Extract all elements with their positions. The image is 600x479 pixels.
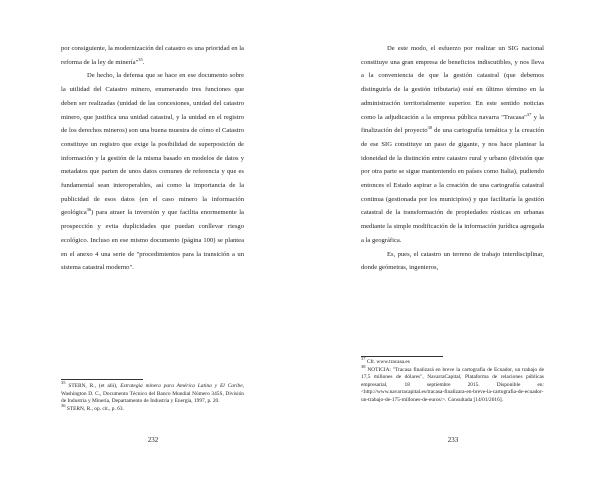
text-run: De hecho, la defensa que se hace en ese documento sobre la utilidad del Catastro minero, enumerando tres funciones que deben ser realizadas (unidad de las concesiones, unidad del catastro minero, que justifica una unidad catastral, y la unidad en el registro de los derechos mineros) son una buena muestra de cómo el Catastro constituye un registro que exige la posibilidad de superposición de información y la gestión de la misma basado en modelos de datos y metadatos que parten de unos datos comunes de referencia y que es fundamental sean interoperables, así como la importancia de la publicidad de esos datos (en el caso minero la información geológica [61, 72, 244, 217]
text-run: STERN, R., op. cit., p. 63. [65, 405, 124, 412]
footnote-marker: 37 [361, 356, 366, 362]
text-run: STERN, R., (et alii), [65, 383, 121, 389]
text-run: . [142, 58, 145, 66]
text-run: y la finalización del proyecto [361, 113, 544, 135]
right-footnotes [361, 356, 544, 405]
right-page-number: 233 [447, 436, 459, 444]
paragraph [61, 42, 244, 69]
text-run: De este modo, el esfuerzo por realizar un SIG nacional constituye una gran empresa de beneficios indiscutibles, y nos lleva a la conveniencia de que la gestión catastral (que debemos distinguirla de la gestión tributaria) esté en último término en la administración territorialmente superior. En este sentido noticias como la adjudicación a la empresa pública navarra "Tracasa" [361, 45, 544, 121]
footnote [361, 363, 544, 405]
left-footnotes [61, 380, 244, 413]
paragraph [61, 69, 244, 275]
footnote [61, 402, 244, 414]
text-run: ) para atraer la inversión y que facilita enormemente la prospección y evita duplicidades que puedan conllevar riesgo ecológico. Incluso en ese mismo documento (página 100) se plantea en el anexo 4 una serie de "procedimientos para la transición a un sistema catastral moderno". [61, 209, 244, 272]
text-run: por consiguiente, la modernización del catastro es una prioridad en la reforma de la ley de minería" [61, 45, 244, 66]
left-footnote-rule [61, 379, 143, 380]
footnote-marker: 36 [86, 207, 92, 213]
footnote-marker: 35 [138, 56, 143, 62]
text-run: Es, pues, el catastro un terreno de trabajo interdisciplinar, donde geómetras, ingenieros, [361, 250, 544, 272]
footnote-marker: 37 [526, 111, 532, 117]
left-body-text [61, 42, 244, 275]
footnote [361, 356, 544, 367]
italic-title: Estrategia minera para América Latina y El Caribe [120, 383, 243, 389]
right-body-text [361, 42, 544, 275]
text-run: de una cartografía temática y la creación de ese SIG constituye un paso de gigante, y nos hace plantear la idoneidad de la distinción entre catastro rural y urbano (división que por otra parte se sigue manteniendo en países como Italia), pudiendo entonces el Estado aspirar a la creación de una cartografía catastral continua (gestionada por los municipios) y que facilitaría la gestión catastral de la transformación de propiedades rústicas en urbanas mediante la simple modificación de la información jurídica agregada a la geográfica. [361, 127, 544, 244]
footnote-marker: 38 [361, 363, 366, 369]
footnote-marker: 36 [61, 402, 66, 408]
right-footnote-rule [361, 356, 443, 357]
text-run: NOTICIA: "Tracasa finalizará en breve la cartografía de Ecuador, un trabajo de 17,5 millones de dólares", NavarraCapital, Plataforma de relaciones públicas empresarial, 18 septiembre 2015. Disponible en: <http://www.navarracapital.es/tracasa-finalizara-en-breve-la-cartografia-de-ecuador-un-trabajo-de-175-millones-de-euros/>. Consultada [14/01/2016]. [361, 366, 544, 403]
footnote-marker: 38 [427, 125, 433, 131]
footnote [61, 380, 244, 406]
left-page-number: 232 [147, 436, 159, 444]
text-run: , Washington D. C., Documento Técnico del Banco Mundial Número 345S, División de Industria y Minería, Departamento de Industria y Energía, 1997, p. 20. [61, 383, 244, 405]
footnote-marker: 35 [61, 380, 66, 386]
paragraph [361, 42, 544, 248]
paragraph [361, 248, 544, 275]
text-run: Cfr. www.tracasa.es [365, 359, 410, 365]
